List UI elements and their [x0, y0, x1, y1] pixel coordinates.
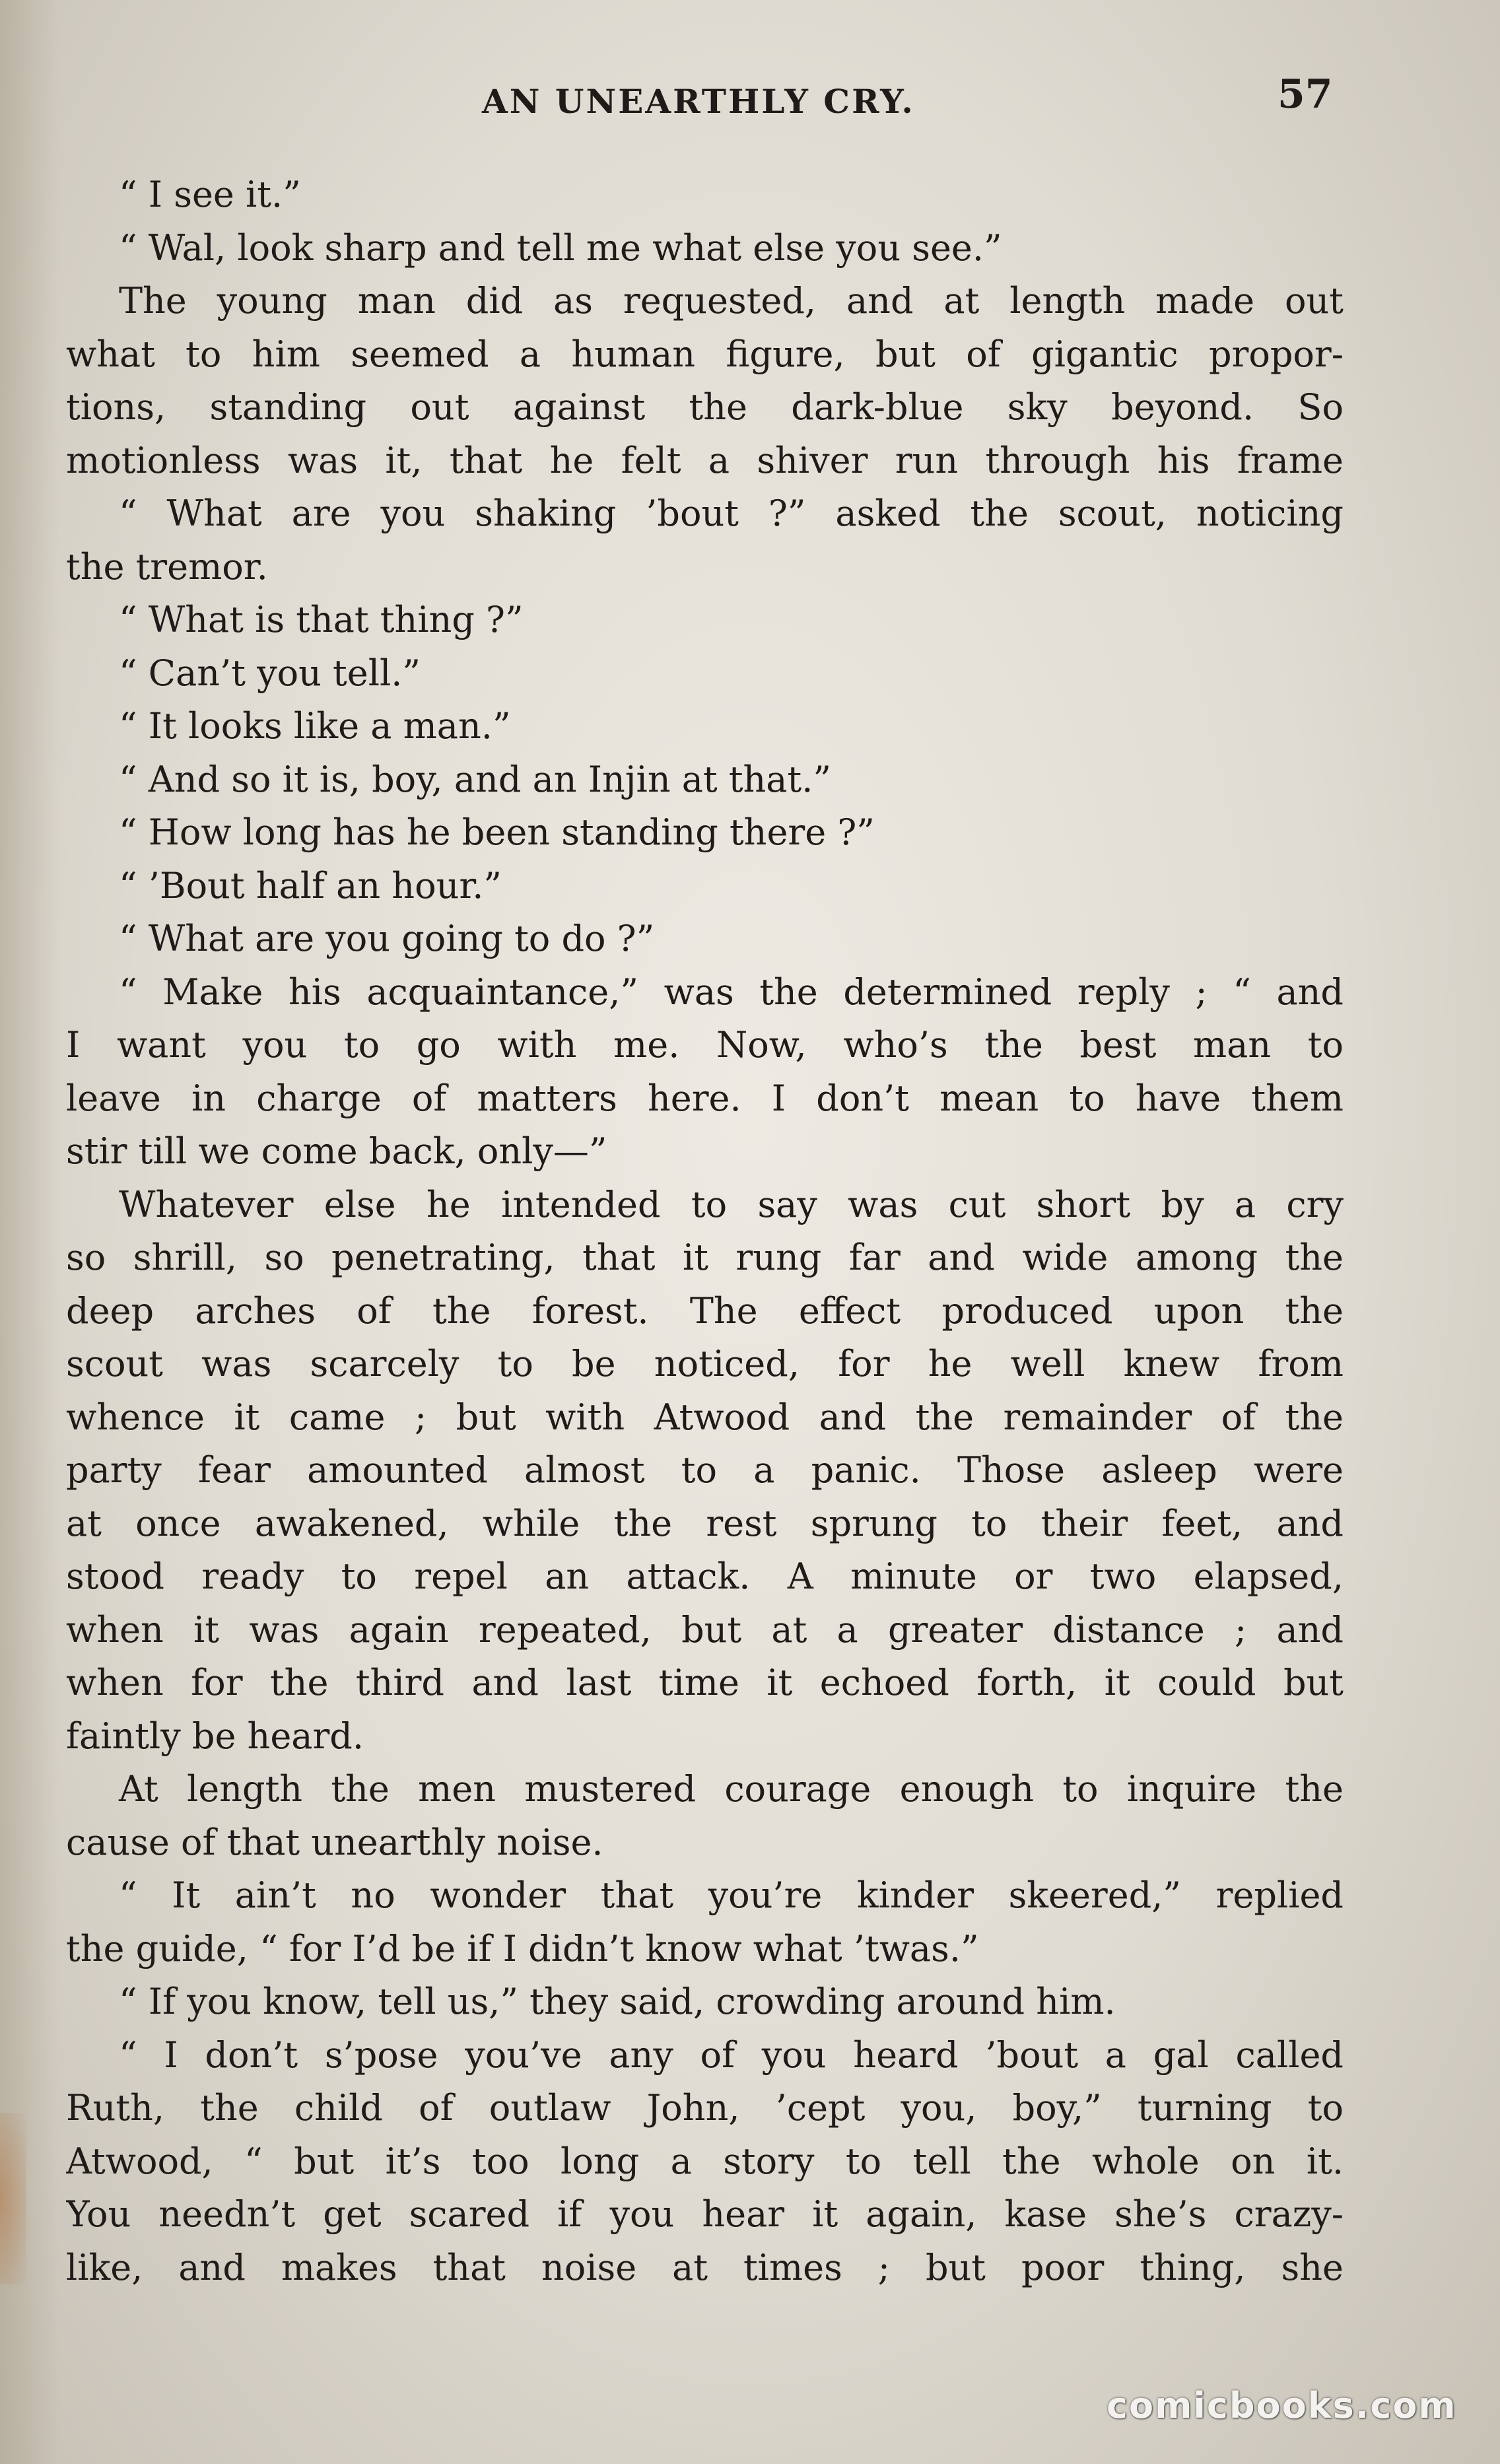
text-line: Ruth, the child of outlaw John, ’cept you, boy,” turning to [66, 2087, 1344, 2129]
text-line: I want you to go with me. Now, who’s the best man to [66, 1024, 1344, 1066]
watermark: comicbooks.com [1107, 2385, 1457, 2426]
text-line: scout was scarcely to be noticed, for he well knew from [66, 1343, 1344, 1385]
text-line: “ And so it is, boy, and an Injin at that.” [119, 758, 831, 800]
text-line: tions, standing out against the dark-blue sky beyond. So [66, 386, 1344, 428]
text-line: “ It looks like a man.” [119, 705, 511, 747]
text-line: “ What are you going to do ?” [119, 918, 655, 959]
text-line: leave in charge of matters here. I don’t mean to have them [66, 1077, 1344, 1119]
text-line: cause of that unearthly noise. [66, 1821, 603, 1863]
body-text [66, 168, 1344, 2294]
text-line: at once awakened, while the rest sprung to their feet, and [66, 1502, 1344, 1544]
page-edge-shadow [0, 0, 59, 2464]
text-line: The young man did as requested, and at length made out [119, 280, 1344, 322]
text-line: You needn’t get scared if you hear it again, kase she’s crazy- [66, 2193, 1344, 2235]
text-line: “ What is that thing ?” [119, 599, 524, 640]
text-line: stir till we come back, only—” [66, 1130, 607, 1172]
text-line: so shrill, so penetrating, that it rung far and wide among the [66, 1237, 1344, 1278]
text-line: “ It ain’t no wonder that you’re kinder skeered,” replied [119, 1874, 1344, 1916]
text-line: “ What are you shaking ’bout ?” asked the scout, noticing [119, 493, 1344, 534]
text-line: whence it came ; but with Atwood and the remainder of the [66, 1396, 1344, 1438]
text-line: Atwood, “ but it’s too long a story to tell the whole on it. [66, 2140, 1344, 2182]
text-line: “ Make his acquaintance,” was the determined reply ; “ and [119, 971, 1344, 1013]
text-line: “ I don’t s’pose you’ve any of you heard ’bout a gal called [119, 2034, 1344, 2076]
text-line: At length the men mustered courage enough to inquire the [119, 1768, 1344, 1810]
page-number: 57 [1278, 71, 1333, 118]
text-line: when it was again repeated, but at a greater distance ; and [66, 1608, 1344, 1651]
text-line: “ Wal, look sharp and tell me what else you see.” [119, 226, 1002, 269]
text-line: “ I see it.” [119, 174, 301, 215]
paper-stain [0, 2113, 26, 2284]
text-line: party fear amounted almost to a panic. Those asleep were [66, 1449, 1344, 1491]
text-line: motionless was it, that he felt a shiver run through his frame [66, 439, 1344, 481]
text-line: “ ’Bout half an hour.” [119, 864, 502, 907]
text-line: the tremor. [66, 545, 268, 588]
text-line: what to him seemed a human figure, but of gigantic propor- [66, 333, 1344, 375]
text-line: like, and makes that noise at times ; but poor thing, she [66, 2246, 1344, 2288]
text-line: when for the third and last time it echoed forth, it could but [66, 1662, 1344, 1703]
text-line: “ If you know, tell us,” they said, crowding around him. [119, 1981, 1116, 2022]
text-line: Whatever else he intended to say was cut short by a cry [119, 1183, 1344, 1225]
text-line: “ How long has he been standing there ?” [119, 811, 875, 853]
text-line: stood ready to repel an attack. A minute or two elapsed, [66, 1556, 1344, 1597]
page-header [0, 69, 1500, 128]
text-line: “ Can’t you tell.” [119, 652, 421, 694]
running-head: AN UNEARTHLY CRY. [482, 82, 915, 121]
text-line: the guide, “ for I’d be if I didn’t know what ’twas.” [66, 1927, 979, 1969]
text-line: deep arches of the forest. The effect produced upon the [66, 1289, 1344, 1332]
text-line: faintly be heard. [66, 1715, 364, 1757]
